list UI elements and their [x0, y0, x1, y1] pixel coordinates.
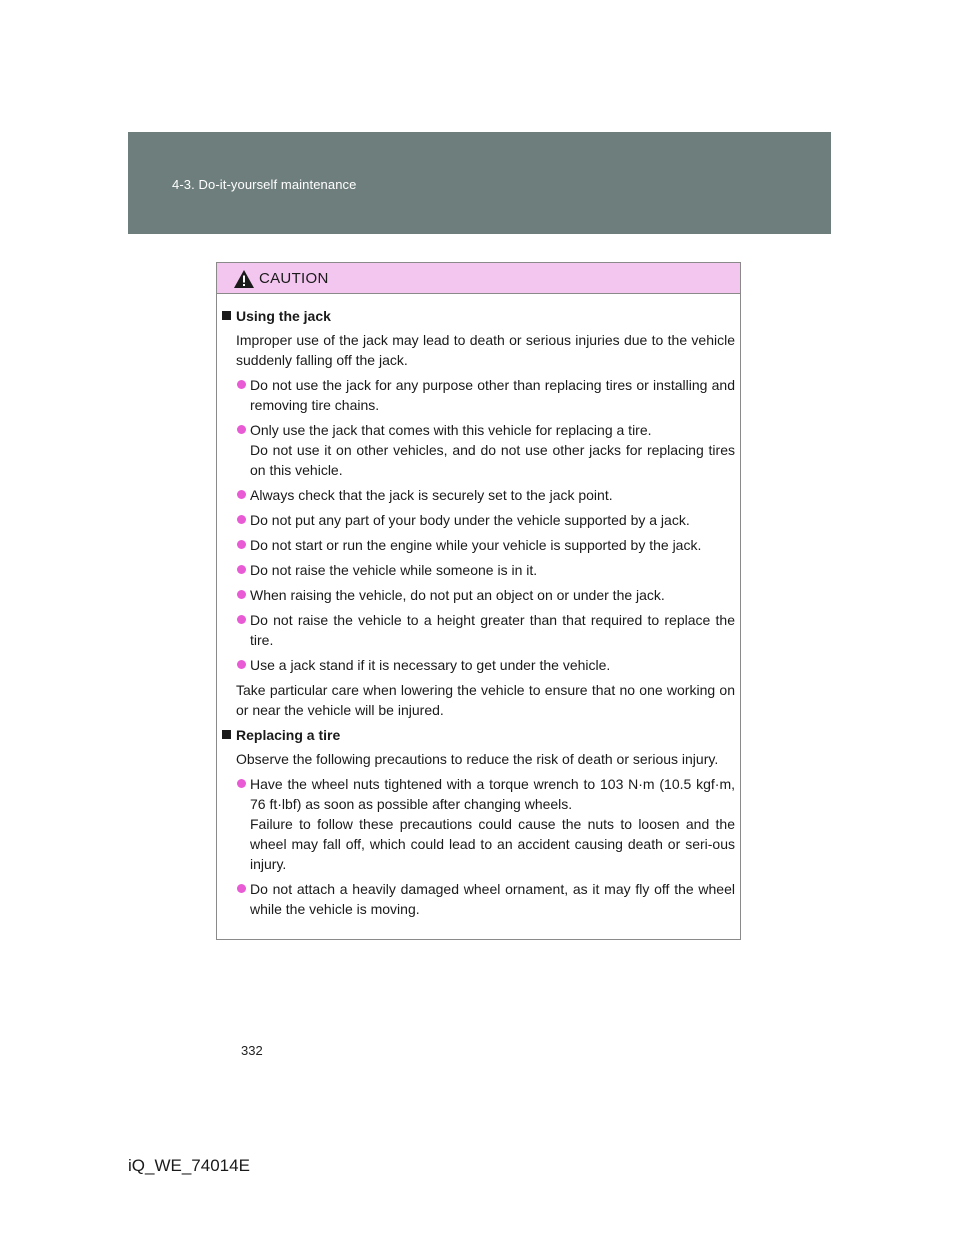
- section-title: 4-3. Do-it-yourself maintenance: [172, 177, 357, 192]
- round-bullet-icon: [237, 540, 246, 549]
- list-item: [221, 610, 735, 650]
- caution-box: [216, 262, 741, 940]
- square-bullet-icon: [222, 730, 231, 739]
- section-heading-text: Using the jack: [236, 308, 331, 324]
- warning-triangle-icon: [233, 269, 255, 289]
- caution-title: CAUTION: [259, 270, 329, 287]
- caution-body: [217, 294, 740, 919]
- list-item-text: Use a jack stand if it is necessary to get under the vehicle.: [250, 657, 611, 673]
- round-bullet-icon: [237, 425, 246, 434]
- list-item: [221, 774, 735, 874]
- list-item-text: Always check that the jack is securely set to the jack point.: [250, 487, 613, 503]
- list-item: [221, 375, 735, 415]
- list-item-text: Only use the jack that comes with this vehicle for replacing a tire.: [250, 422, 652, 438]
- section-outro: Take particular care when lowering the vehicle to ensure that no one working on or near the vehicle will be injured.: [236, 682, 735, 718]
- header-band: [128, 132, 831, 234]
- section-intro: Observe the following precautions to reduce the risk of death or serious injury.: [236, 751, 719, 767]
- list-item-text: When raising the vehicle, do not put an object on or under the jack.: [250, 587, 665, 603]
- document-code: iQ_WE_74014E: [128, 1156, 250, 1175]
- round-bullet-icon: [237, 615, 246, 624]
- list-item: [221, 485, 735, 505]
- list-item-text: Do not raise the vehicle while someone is in it.: [250, 562, 538, 578]
- round-bullet-icon: [237, 590, 246, 599]
- list-item: [221, 879, 735, 919]
- round-bullet-icon: [237, 515, 246, 524]
- section-heading-text: Replacing a tire: [236, 727, 341, 743]
- list-item-text: Do not start or run the engine while your vehicle is supported by the jack.: [250, 537, 702, 553]
- round-bullet-icon: [237, 779, 246, 788]
- section-intro: Improper use of the jack may lead to death or serious injuries due to the vehicle suddenly falling off the jack.: [236, 332, 735, 368]
- list-item: [221, 535, 735, 555]
- list-item-text: Do not put any part of your body under the vehicle supported by a jack.: [250, 512, 690, 528]
- round-bullet-icon: [237, 380, 246, 389]
- list-item-text: Do not raise the vehicle to a height greater than that required to replace the tire.: [250, 612, 735, 648]
- caution-header: [217, 263, 740, 294]
- round-bullet-icon: [237, 884, 246, 893]
- round-bullet-icon: [237, 660, 246, 669]
- list-item: [221, 420, 735, 480]
- list-item: [221, 560, 735, 580]
- list-item: [221, 655, 735, 675]
- list-item-text: Do not attach a heavily damaged wheel ornament, as it may fly off the wheel while the vehicle is moving.: [250, 881, 735, 917]
- list-item: [221, 585, 735, 605]
- caution-section-heading: [221, 306, 735, 326]
- square-bullet-icon: [222, 311, 231, 320]
- page-number: 332: [241, 1043, 263, 1058]
- caution-section-heading: [221, 725, 735, 745]
- round-bullet-icon: [237, 565, 246, 574]
- list-item-text: Do not use it on other vehicles, and do not use other jacks for replacing tires on this vehicle.: [250, 442, 735, 478]
- list-item-text: Have the wheel nuts tightened with a torque wrench to 103 N·m (10.5 kgf·m, 76 ft·lbf) as soon as possible after changing wheels.: [250, 776, 735, 812]
- list-item-text: Failure to follow these precautions could cause the nuts to loosen and the wheel may fall off, which could lead to an accident causing death or seri-ous injury.: [250, 816, 735, 872]
- list-item-text: Do not use the jack for any purpose other than replacing tires or installing and removing tire chains.: [250, 377, 735, 413]
- list-item: [221, 510, 735, 530]
- round-bullet-icon: [237, 490, 246, 499]
